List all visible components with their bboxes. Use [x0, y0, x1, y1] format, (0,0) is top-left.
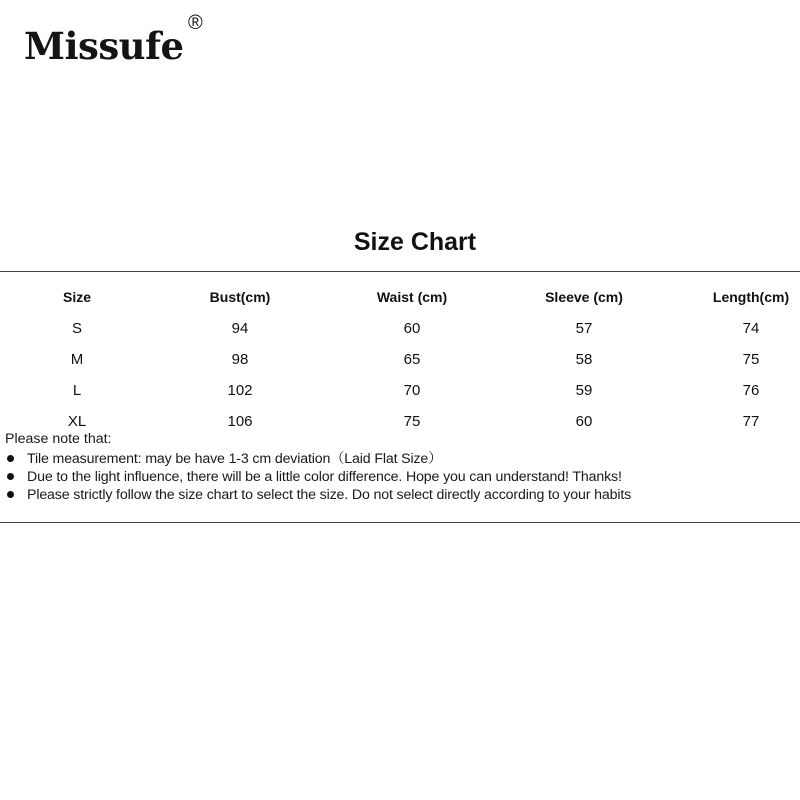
column-header-length: Length(cm) [712, 289, 790, 305]
notes-list [5, 450, 795, 504]
sleeve-cell: 59 [575, 382, 593, 399]
note-text: Tile measurement: may be have 1-3 cm deviation（Laid Flat Size） [27, 451, 443, 467]
notes-intro: Please note that: [5, 431, 112, 447]
size-cell: S [71, 320, 83, 337]
brand-logo: Missufe [24, 24, 184, 68]
list-item [5, 450, 795, 468]
size-cell: M [70, 351, 84, 368]
size-table [0, 282, 800, 437]
note-text: Please strictly follow the size chart to select the size. Do not select directly according to your habits [27, 487, 632, 503]
column-header-waist: Waist (cm) [376, 289, 448, 305]
waist-cell: 70 [403, 382, 421, 399]
size-notes [5, 429, 795, 504]
waist-cell: 60 [403, 320, 421, 337]
length-cell: 77 [742, 413, 760, 430]
table-row [0, 375, 800, 406]
length-cell: 75 [742, 351, 760, 368]
bullet-icon [7, 455, 14, 462]
bullet-icon [7, 491, 14, 498]
bullet-icon [7, 473, 14, 480]
list-item [5, 486, 795, 504]
registered-mark: ® [188, 12, 203, 34]
waist-cell: 75 [403, 413, 421, 430]
sleeve-cell: 57 [575, 320, 593, 337]
column-header-bust: Bust(cm) [209, 289, 271, 305]
note-text: Due to the light influence, there will be a little color difference. Hope you can understand! Thanks! [27, 469, 622, 485]
bust-cell: 94 [231, 320, 249, 337]
bust-cell: 98 [231, 351, 249, 368]
table-row [0, 344, 800, 375]
size-cell: XL [67, 413, 87, 430]
bottom-divider [0, 522, 800, 523]
top-divider [0, 271, 800, 272]
sleeve-cell: 60 [575, 413, 593, 430]
bust-cell: 102 [227, 382, 253, 399]
length-cell: 76 [742, 382, 760, 399]
column-header-size: Size [62, 289, 92, 305]
list-item [5, 468, 795, 486]
table-header-row [0, 282, 800, 313]
page-title: Size Chart [353, 228, 477, 256]
table-row [0, 313, 800, 344]
sleeve-cell: 58 [575, 351, 593, 368]
size-cell: L [72, 382, 82, 399]
length-cell: 74 [742, 320, 760, 337]
bust-cell: 106 [227, 413, 253, 430]
column-header-sleeve: Sleeve (cm) [545, 289, 623, 305]
waist-cell: 65 [403, 351, 421, 368]
